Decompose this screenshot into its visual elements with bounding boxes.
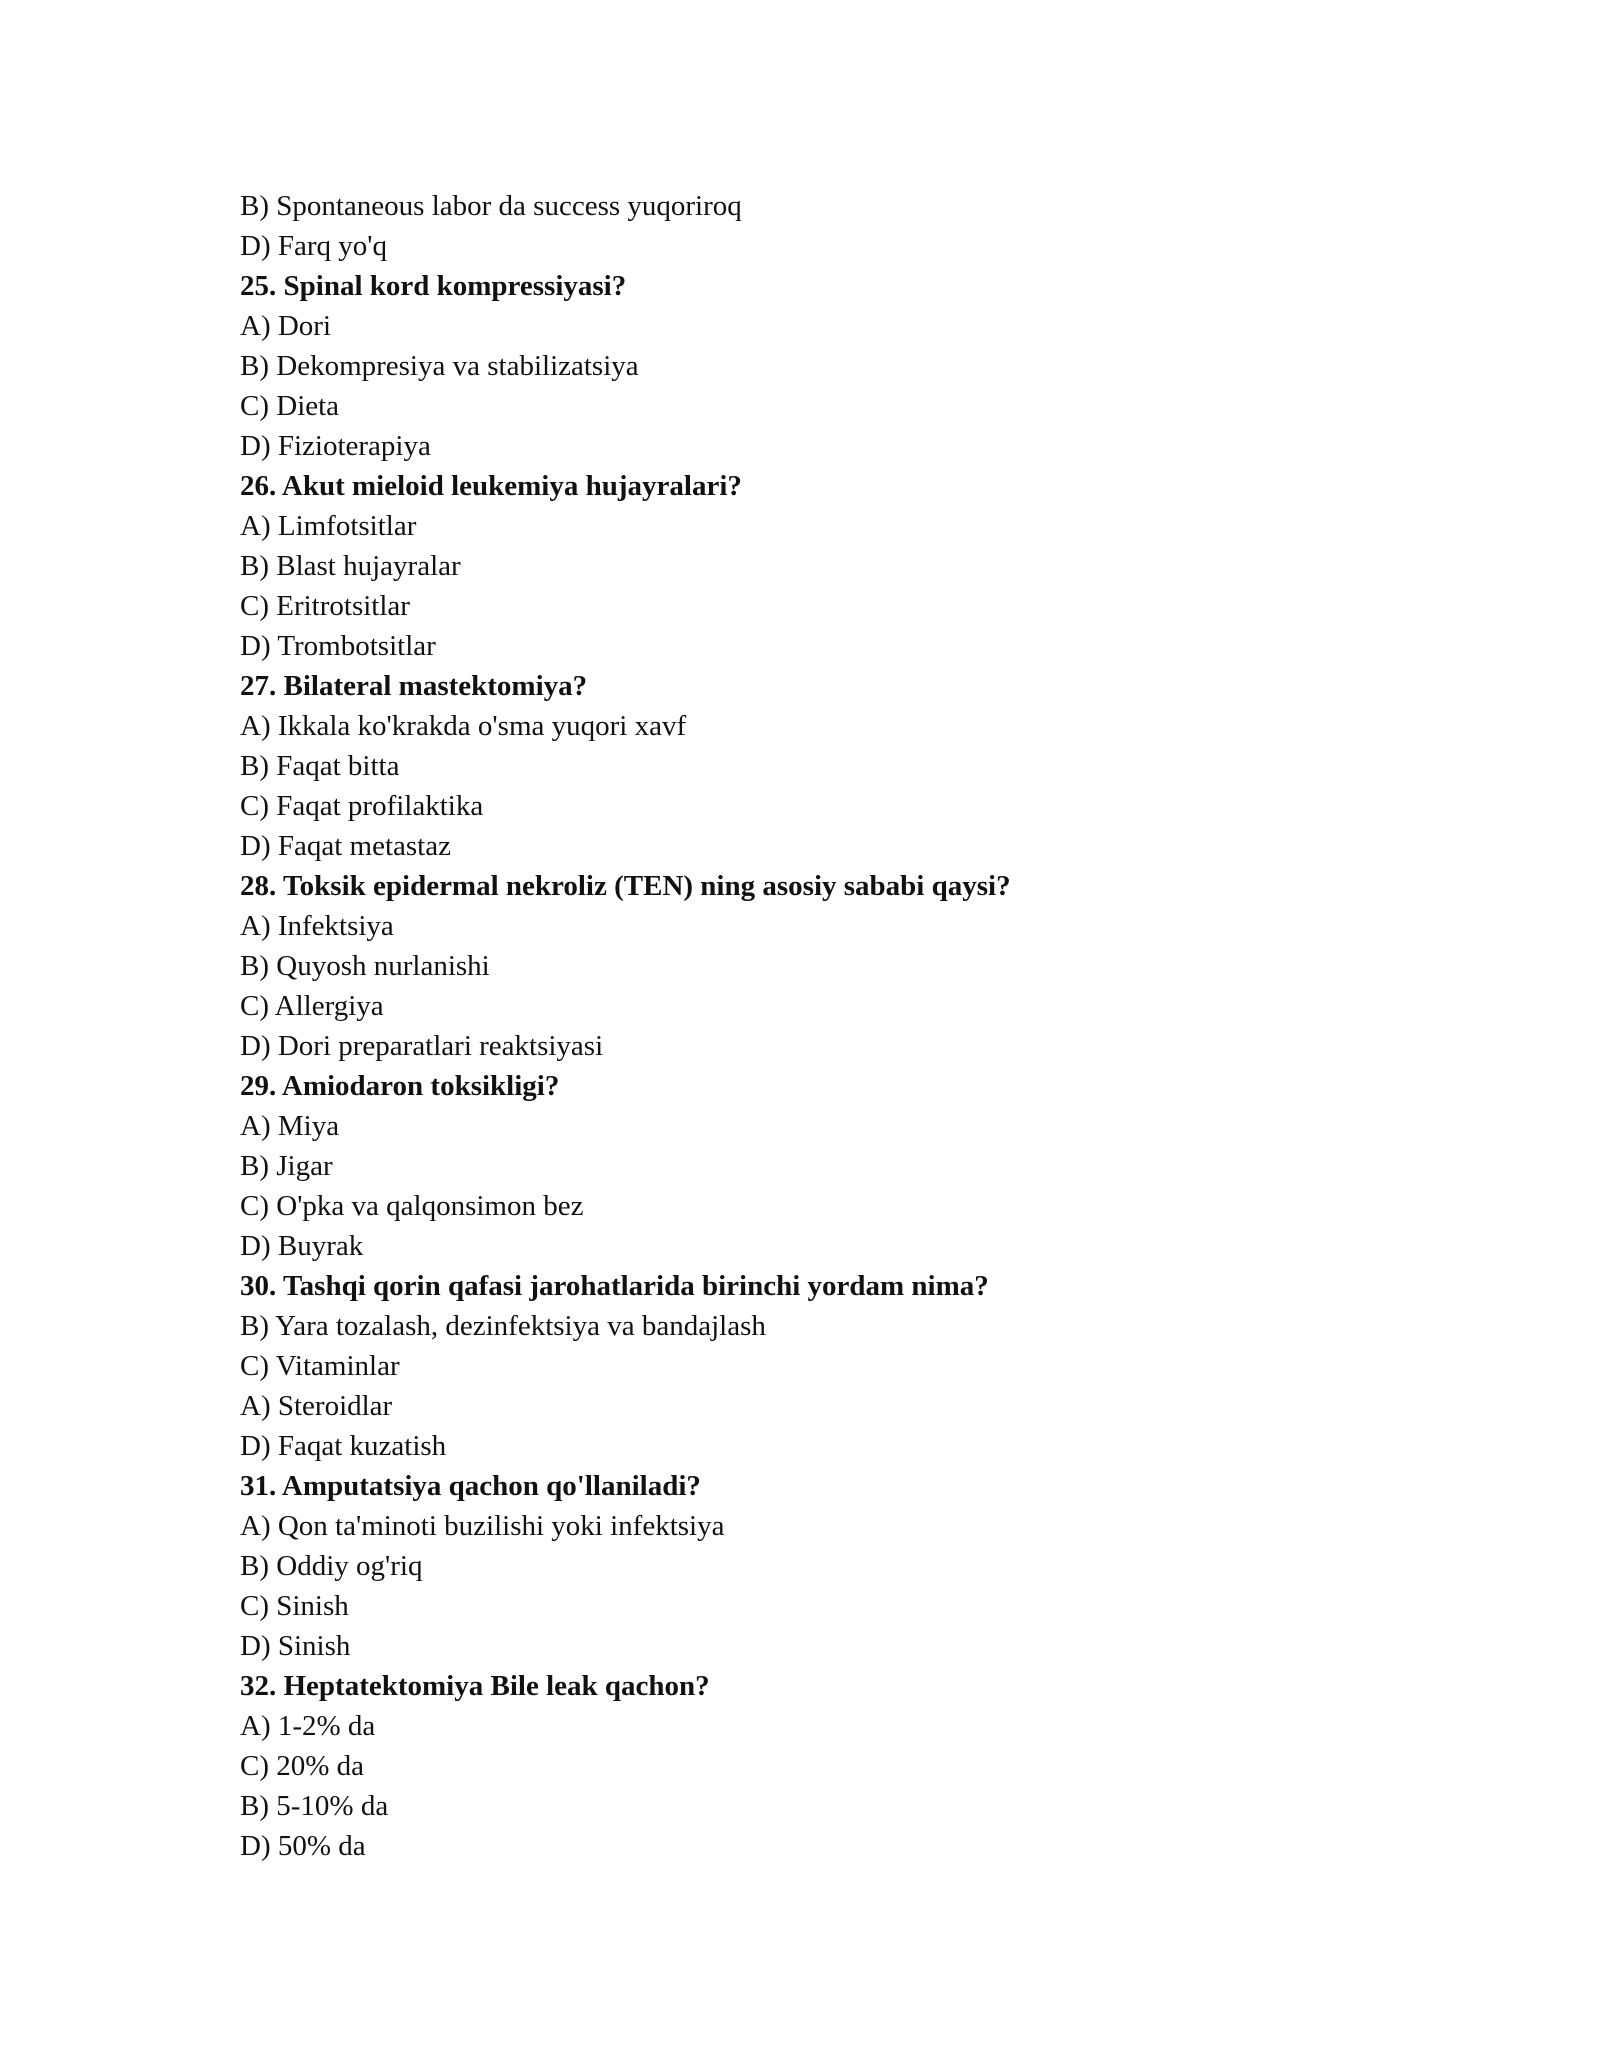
question-heading: 28. Toksik epidermal nekroliz (TEN) ning asosiy sababi qaysi? <box>240 870 1011 902</box>
answer-option: B) Oddiy og'riq <box>240 1550 423 1582</box>
question-heading: 31. Amputatsiya qachon qo'llaniladi? <box>240 1470 701 1502</box>
answer-option: A) Miya <box>240 1110 340 1142</box>
question-heading: 30. Tashqi qorin qafasi jarohatlarida birinchi yordam nima? <box>240 1270 989 1302</box>
question-heading: 32. Heptatektomiya Bile leak qachon? <box>240 1670 710 1702</box>
answer-option: B) Spontaneous labor da success yuqoriroq <box>240 190 742 222</box>
answer-option: D) Buyrak <box>240 1230 364 1262</box>
answer-option: C) Allergiya <box>240 990 384 1022</box>
answer-option: C) O'pka va qalqonsimon bez <box>240 1190 584 1222</box>
answer-option: D) Faqat metastaz <box>240 830 451 862</box>
answer-option: C) Faqat profilaktika <box>240 790 484 822</box>
answer-option: D) Dori preparatlari reaktsiyasi <box>240 1030 604 1062</box>
answer-option: A) Steroidlar <box>240 1390 393 1422</box>
answer-option: A) Qon ta'minoti buzilishi yoki infektsiya <box>240 1510 725 1542</box>
quiz-content <box>240 186 1440 1866</box>
answer-option: B) 5-10% da <box>240 1790 389 1822</box>
question-heading: 29. Amiodaron toksikligi? <box>240 1070 560 1102</box>
answer-option: C) Dieta <box>240 390 340 422</box>
answer-option: C) 20% da <box>240 1750 365 1782</box>
answer-option: B) Quyosh nurlanishi <box>240 950 490 982</box>
answer-option: D) 50% da <box>240 1830 366 1862</box>
question-heading: 27. Bilateral mastektomiya? <box>240 670 588 702</box>
answer-option: D) Fizioterapiya <box>240 430 431 462</box>
question-heading: 26. Akut mieloid leukemiya hujayralari? <box>240 470 742 502</box>
question-heading: 25. Spinal kord kompressiyasi? <box>240 270 627 302</box>
answer-option: A) Infektsiya <box>240 910 394 942</box>
answer-option: A) Limfotsitlar <box>240 510 417 542</box>
answer-option: B) Blast hujayralar <box>240 550 461 582</box>
answer-option: B) Jigar <box>240 1150 333 1182</box>
answer-option: B) Faqat bitta <box>240 750 400 782</box>
answer-option: A) Dori <box>240 310 332 342</box>
answer-option: D) Trombotsitlar <box>240 630 436 662</box>
answer-option: D) Farq yo'q <box>240 230 387 262</box>
answer-option: C) Sinish <box>240 1590 349 1622</box>
answer-option: B) Yara tozalash, dezinfektsiya va bandajlash <box>240 1310 766 1342</box>
answer-option: A) 1-2% da <box>240 1710 376 1742</box>
answer-option: A) Ikkala ko'krakda o'sma yuqori xavf <box>240 710 687 742</box>
answer-option: C) Eritrotsitlar <box>240 590 410 622</box>
answer-option: B) Dekompresiya va stabilizatsiya <box>240 350 639 382</box>
answer-option: D) Sinish <box>240 1630 351 1662</box>
answer-option: C) Vitaminlar <box>240 1350 400 1382</box>
answer-option: D) Faqat kuzatish <box>240 1430 447 1462</box>
